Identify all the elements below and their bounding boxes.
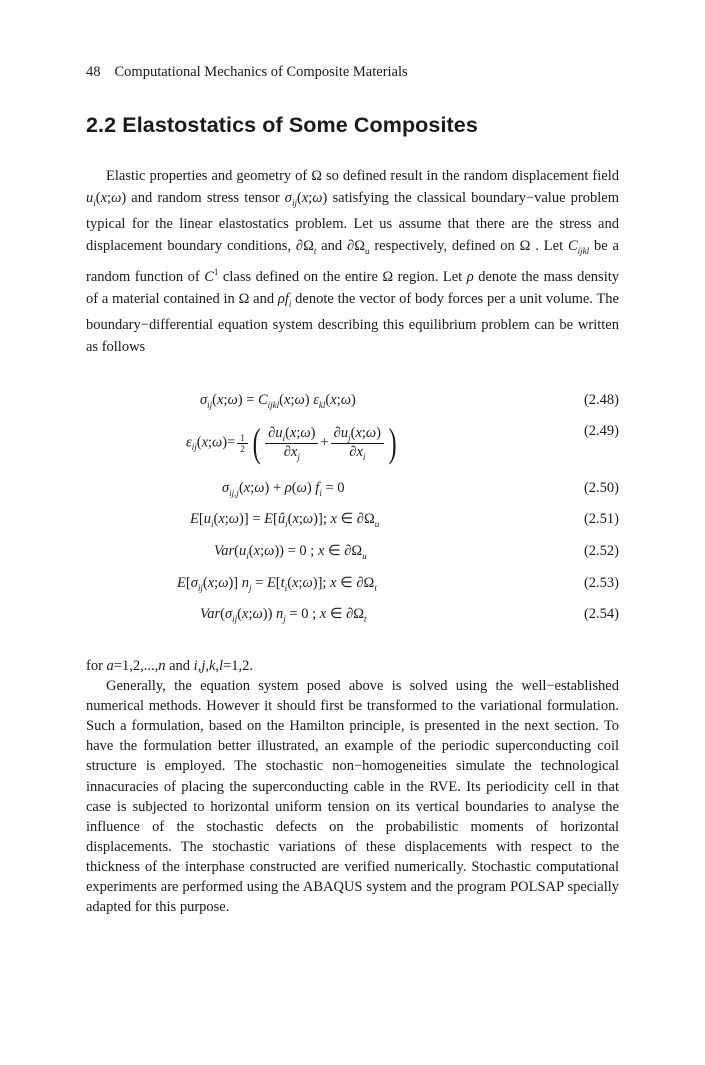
equation-number: (2.54) bbox=[583, 606, 619, 622]
section-title: 2.2 Elastostatics of Some Composites bbox=[86, 113, 478, 137]
body-paragraph bbox=[86, 676, 619, 917]
equation-2-50 bbox=[86, 480, 619, 506]
equation-2-51-math: $E[u_i(x;\omega)]$ = $E[û_i(x;\omega)]$; x ∈ $\partial\Omega_u$ bbox=[190, 511, 380, 529]
equation-number: (2.49) bbox=[583, 423, 619, 439]
body-paragraph-text: Generally, the equation system posed above is solved using the well−established numerical methods. However it should first be transformed to the variational formulation. Such a formulation, based on the Hamilton principle, is presented in the next section. To have the formulation better illustrated, an example of the periodic superconducting coil structure is employed. The stochastic non−homogeneities simulate the technological innacuracies of placing the superconducting cable in the RVE. Its periodicity cell in that case is subjected to horizontal uniform tension on its vertical boundaries to analyse the influence of the stochastic defects on the probabilistic moments of horizontal displacements. The stochastic variations of these displacements with respect to the thickness of the interphase constructed are verified numerically. Stochastic computational experiments are performed using the ABAQUS system and the program POLSAP specially adapted for this purpose. bbox=[86, 678, 619, 916]
equation-2-48 bbox=[86, 392, 619, 418]
equation-number: (2.51) bbox=[583, 511, 619, 527]
intro-paragraph: Elastic properties and geometry of Ω so defined result in the random displacement field $u_i(x;\omega)$ and random stress tensor $\sigma_{ij}(x;\omega)$ satisfying the classical boundary−value problem typical for the linear elastostatics problem. Let us assume that there are the stress and displacement boundary conditions, $\partial\Omega_t$ and $\partial\Omega_u$ respectively, defined on Ω . Let $C_{ijkl}$ be a random function of $C^1$ class defined on the entire Ω region. Let ρ denote the mass density of a material contained in Ω and $\rho f_i$ denote the vector of body forces per a unit volume. The boundary−differential equation system describing this equilibrium problem can be written as follows bbox=[86, 168, 619, 355]
equation-2-49-math: $\varepsilon_{ij}(x;\omega)=$ $\frac{1}{2}$ ( $\frac{\partial u_i(x;\omega)}{\partial x_j}$ + $\frac{\partial u_j(x;\omega)}{\partial x_i}$ ) bbox=[186, 420, 397, 465]
equation-2-54-math: $Var(\sigma_{ij}(x;\omega)) n_j = 0$ ; x ∈ $\partial\Omega_t$ bbox=[200, 606, 367, 624]
equation-2-50-math: $\sigma_{ij,j}(x;\omega) + \rho(\omega) f_i = 0$ bbox=[222, 480, 345, 498]
running-title: Computational Mechanics of Composite Materials bbox=[114, 64, 408, 80]
equation-2-52-math: $Var(u_i(x;\omega)) = 0$ ; x ∈ $\partial\Omega_u$ bbox=[214, 543, 367, 561]
equation-number: (2.53) bbox=[583, 575, 619, 591]
equation-number: (2.50) bbox=[583, 480, 619, 496]
equation-2-52 bbox=[86, 543, 619, 569]
equation-2-51 bbox=[86, 511, 619, 537]
equation-2-48-math: $\sigma_{ij}(x;\omega)$ = $C_{ijkl}(x;\omega)$ $\varepsilon_{kl}(x;\omega)$ bbox=[200, 392, 356, 410]
page-number: 48 bbox=[86, 64, 101, 80]
running-header bbox=[86, 64, 408, 81]
equation-2-49 bbox=[86, 420, 619, 479]
equation-2-54 bbox=[86, 606, 619, 632]
equation-number: (2.48) bbox=[583, 392, 619, 408]
equation-number: (2.52) bbox=[583, 543, 619, 559]
equation-2-53-math: $E[\sigma_{ij}(x;\omega)] n_j$ = $E[t_i(x;\omega)]$; x ∈ $\partial\Omega_t$ bbox=[177, 575, 377, 593]
body-text bbox=[86, 656, 619, 917]
equation-2-53 bbox=[86, 575, 619, 601]
index-range-line: for a=1,2,...,n and i,j,k,l=1,2. bbox=[86, 658, 254, 674]
